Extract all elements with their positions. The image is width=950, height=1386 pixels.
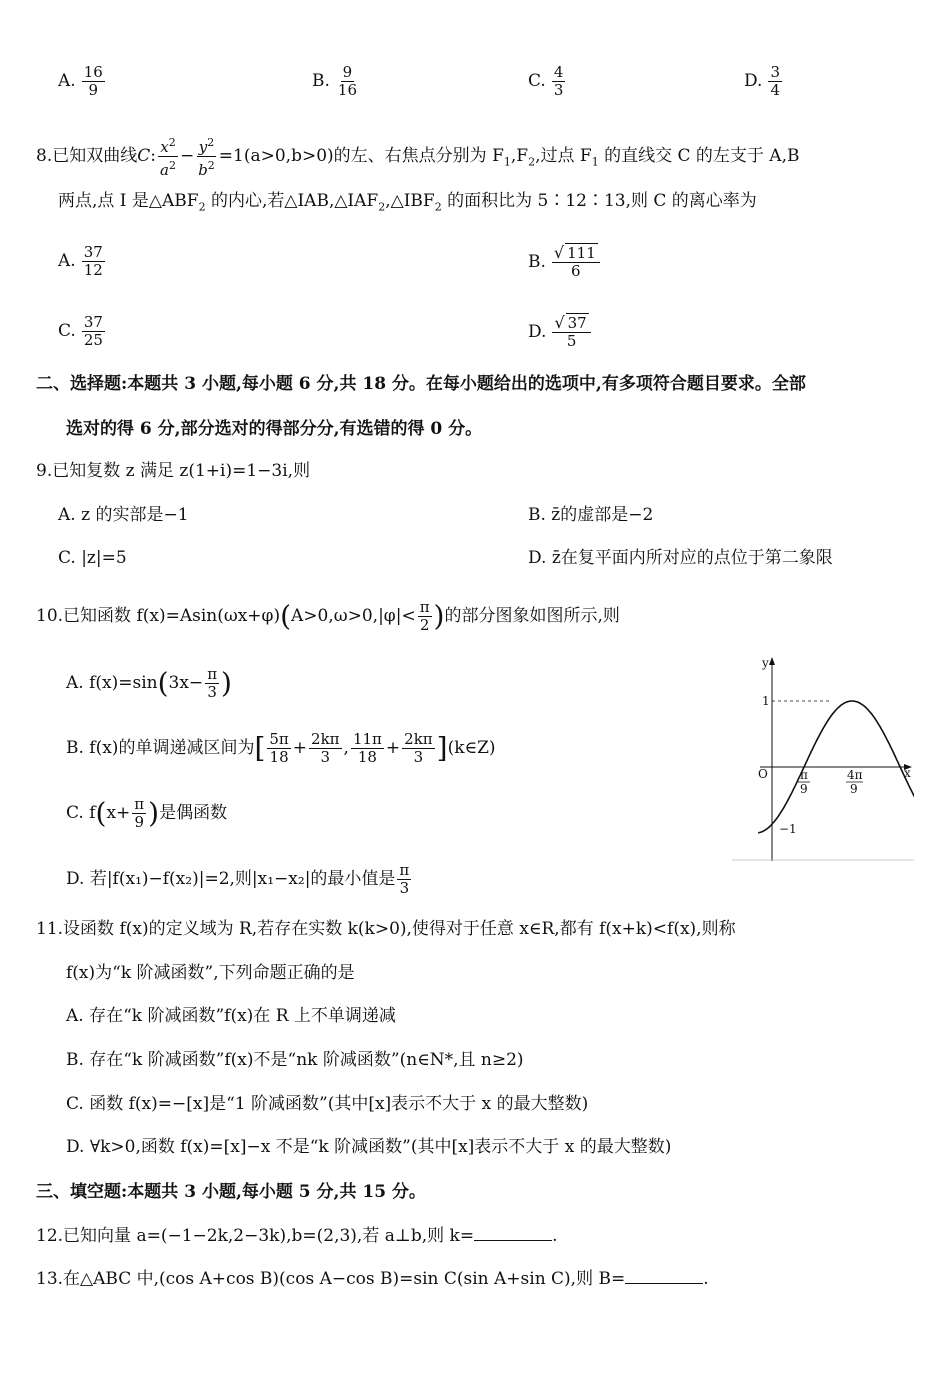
origin-label: O: [758, 767, 768, 781]
tick-4pi-9-den: 9: [850, 782, 858, 796]
q13-answer-blank[interactable]: [625, 1267, 703, 1284]
q7-option-c: C. $\frac{4}{3}$: [528, 63, 564, 99]
q11-stem-line2: f(x)为“k 阶减函数”,下列命题正确的是: [66, 963, 355, 983]
q8-option-b: B. $\frac{√ 111}{6}$: [528, 244, 602, 280]
y-axis-label: y: [762, 656, 769, 670]
q11-option-a: A. 存在“k 阶减函数”f(x)在 R 上不单调递减: [66, 1006, 396, 1026]
q7-option-d: D. $\frac{3}{4}$: [744, 63, 780, 99]
section2-header-line1: 二、选择题:本题共 3 小题,每小题 6 分,共 18 分。在每小题给出的选项中,有多项符合题目要求。全部: [36, 374, 806, 394]
q9-stem: 9.已知复数 z 满足 z(1+i)=1−3i,则: [36, 461, 311, 481]
y-axis-arrow: [769, 657, 775, 665]
q8-option-a: A. $\frac{37}{12}$: [58, 243, 103, 279]
q10-option-a: A. f(x)=sin(3x− $\frac{\pi}{3}$ ): [66, 665, 232, 701]
q9-option-a: A. z 的实部是−1: [58, 505, 189, 525]
q10-option-b: B. f(x)的单调递减区间为[ $\frac{5\pi}{18}$ + $\frac{2k\pi}{3}$ , $\frac{11\pi}{18}$ + $\frac{2k\pi}{3}$ ](k∈Z): [66, 730, 496, 766]
q11-option-c: C. 函数 f(x)=−[x]是“1 阶减函数”(其中[x]表示不大于 x 的最大整数): [66, 1094, 589, 1114]
section2-header-line2: 选对的得 6 分,部分选对的得部分分,有选错的得 0 分。: [66, 419, 483, 439]
x-axis-label: x: [904, 766, 911, 780]
q7-option-a: A. $\frac{16}{9}$: [58, 63, 103, 99]
q11-option-b: B. 存在“k 阶减函数”f(x)不是“nk 阶减函数”(n∈N*,且 n≥2): [66, 1050, 524, 1070]
q9-option-b: B. z̄的虚部是−2: [528, 505, 654, 525]
tick-4pi-9-num: 4π: [847, 768, 863, 782]
q9-option-c: C. |z|=5: [58, 548, 127, 568]
section3-header: 三、填空题:本题共 3 小题,每小题 5 分,共 15 分。: [36, 1182, 426, 1202]
q8-stem-line1: 8.已知双曲线C: $\frac{x^2}{a^2}$ − $\frac{y^2}{b^2}$ =1(a>0,b>0)的左、右焦点分别为 $F_1,F_2$,过点 $F_1$ 的直线交 C 的左支于 A,B: [36, 136, 800, 179]
y-neg-one-label: −1: [779, 822, 797, 836]
q8-option-c: C. $\frac{37}{25}$: [58, 313, 103, 349]
q10-function-graph: [732, 655, 914, 861]
tick-pi-9-den: 9: [800, 782, 808, 796]
q11-option-d: D. ∀k>0,函数 f(x)=[x]−x 不是“k 阶减函数”(其中[x]表示不大于 x 的最大整数): [66, 1137, 672, 1157]
q7-option-b: B. $\frac{9}{16}$: [312, 63, 357, 99]
q12-answer-blank[interactable]: [474, 1224, 552, 1241]
q13-stem: 13.在△ABC 中,(cos A+cos B)(cos A−cos B)=sin C(sin A+sin C),则 B= .: [36, 1269, 709, 1289]
q12-stem: 12.已知向量 a=(−1−2k,2−3k),b=(2,3),若 a⊥b,则 k= .: [36, 1226, 558, 1246]
y-one-label: 1: [762, 694, 770, 708]
q10-option-c: C. f(x+ $\frac{\pi}{9}$ )是偶函数: [66, 795, 228, 831]
q9-option-d: D. z̄在复平面内所对应的点位于第二象限: [528, 548, 833, 568]
q10-option-d: D. 若|f(x₁)−f(x₂)|=2,则|x₁−x₂|的最小值是 $\frac{\pi}{3}$: [66, 861, 410, 897]
q8-option-d: D. $\frac{√ 37}{5}$: [528, 314, 593, 350]
tick-pi-9-num: π: [800, 768, 808, 782]
q10-stem: 10.已知函数 f(x)=Asin(ωx+φ)(A>0,ω>0,|φ|< $\frac{\pi}{2}$ )的部分图象如图所示,则: [36, 598, 620, 634]
q11-stem-line1: 11.设函数 f(x)的定义域为 R,若存在实数 k(k>0),使得对于任意 x∈R,都有 f(x+k)<f(x),则称: [36, 919, 736, 939]
q8-stem-line2: 两点,点 I 是$\triangle ABF_2$ 的内心,若$\triangle IAB,\triangle IAF_2,\triangle IBF_2$ 的面积比为 5∶12∶13,则 C 的离心率为: [58, 191, 757, 214]
